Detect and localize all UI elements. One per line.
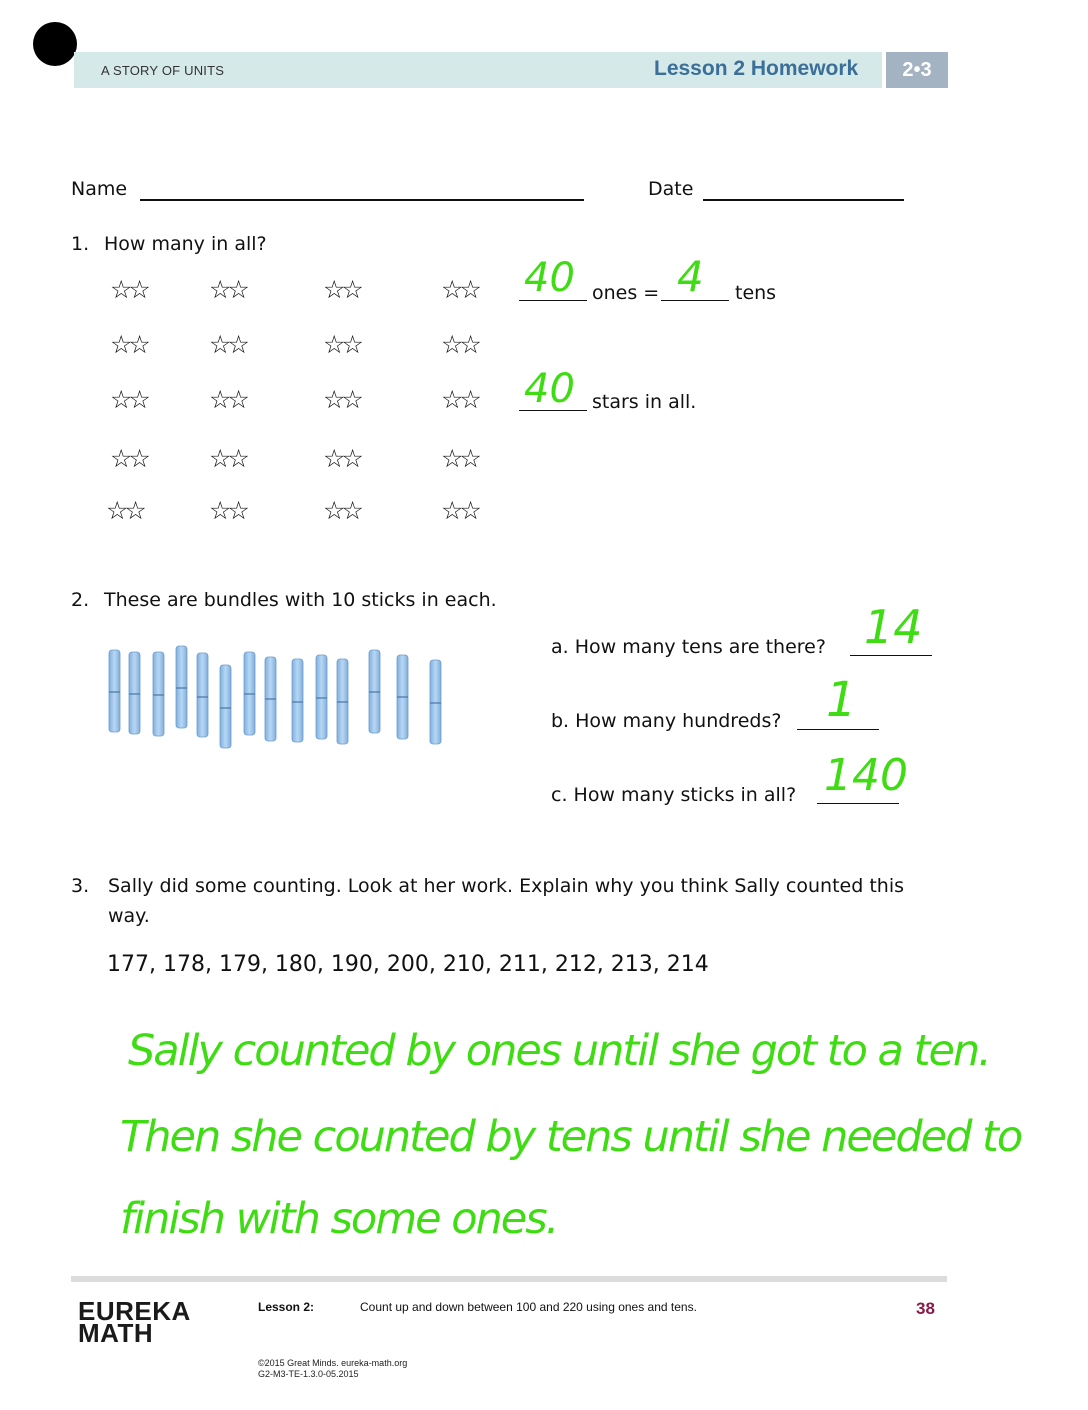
- copyright-line2: G2-M3-TE-1.3.0-05.2015: [258, 1369, 359, 1379]
- name-field[interactable]: [140, 199, 584, 201]
- star-pair: ☆☆: [110, 444, 147, 473]
- handwritten-tens-answer: 4: [677, 252, 704, 301]
- tens-label: tens: [735, 282, 777, 304]
- copyright: [258, 1358, 407, 1380]
- star-pair: ☆☆: [110, 385, 147, 414]
- q2-prompt: These are bundles with 10 sticks in each.: [104, 589, 497, 611]
- q2a-answer-blank[interactable]: [850, 655, 932, 656]
- stick-bundles-image: [100, 640, 460, 755]
- bundle: [220, 665, 231, 748]
- bundle: [430, 660, 441, 744]
- date-field[interactable]: [703, 199, 904, 201]
- star-pair: ☆☆: [110, 330, 147, 359]
- ones-label: ones =: [592, 282, 660, 304]
- page-number: 38: [916, 1299, 935, 1318]
- star-pair: ☆☆: [323, 385, 360, 414]
- bundle: [292, 659, 303, 742]
- q3-prompt-line1: Sally did some counting. Look at her work. Explain why you think Sally counted this: [108, 875, 904, 897]
- q2c-prompt: c. How many sticks in all?: [551, 784, 797, 806]
- bundle: [153, 652, 164, 736]
- bundle: [244, 652, 255, 735]
- q3-prompt-line2: way.: [108, 905, 150, 927]
- handwritten-q2c-answer: 140: [824, 750, 908, 801]
- bundle: [265, 657, 276, 741]
- star-pair: ☆☆: [323, 444, 360, 473]
- counting-sequence: 177, 178, 179, 180, 190, 200, 210, 211, 212, 213, 214: [107, 952, 709, 977]
- star-pair: ☆☆: [209, 444, 246, 473]
- star-pair: ☆☆: [441, 330, 478, 359]
- handwritten-total-stars: 40: [524, 366, 575, 412]
- bundle: [176, 646, 187, 728]
- series-title: A STORY OF UNITS: [101, 63, 225, 78]
- star-pair: ☆☆: [209, 275, 246, 304]
- bundle: [197, 653, 208, 737]
- star-pair: ☆☆: [106, 496, 143, 525]
- eureka-math-logo: [78, 1296, 191, 1348]
- handwritten-ones-answer: 40: [524, 255, 575, 301]
- q2b-answer-blank[interactable]: [797, 729, 879, 730]
- handwritten-explanation-line1: Sally counted by ones until she got to a ten.: [128, 1026, 990, 1076]
- star-pair: ☆☆: [323, 330, 360, 359]
- logo-line1: EUREKA: [78, 1296, 191, 1326]
- star-pair: ☆☆: [441, 496, 478, 525]
- star-pair: ☆☆: [441, 275, 478, 304]
- q2b-prompt: b. How many hundreds?: [551, 710, 782, 732]
- q2c-answer-blank[interactable]: [817, 803, 899, 804]
- star-pair: ☆☆: [323, 275, 360, 304]
- bundle: [316, 655, 327, 739]
- handwritten-explanation-line2: Then she counted by tens until she needed to: [120, 1112, 1022, 1162]
- handwritten-q2a-answer: 14: [864, 600, 923, 654]
- q1-number: 1.: [71, 233, 90, 255]
- bundle: [397, 655, 408, 739]
- bundle: [337, 659, 348, 744]
- lesson-title: Lesson 2 Homework: [654, 57, 859, 80]
- bundle: [129, 652, 140, 734]
- corner-dot: [33, 22, 77, 66]
- footer-lesson-description: Count up and down between 100 and 220 using ones and tens.: [360, 1300, 697, 1314]
- footer-lesson-label: Lesson 2:: [258, 1300, 315, 1314]
- date-label: Date: [648, 178, 694, 200]
- module-badge: 2•3: [886, 52, 948, 88]
- copyright-line1: ©2015 Great Minds. eureka-math.org: [258, 1358, 408, 1368]
- star-pair: ☆☆: [110, 275, 147, 304]
- star-pair: ☆☆: [441, 444, 478, 473]
- star-pair: ☆☆: [209, 496, 246, 525]
- logo-line2: MATH: [78, 1318, 154, 1348]
- name-label: Name: [71, 178, 128, 200]
- handwritten-explanation-line3: finish with some ones.: [120, 1194, 558, 1244]
- q2-number: 2.: [71, 589, 90, 611]
- q3-number: 3.: [71, 875, 90, 897]
- bundle: [369, 650, 380, 733]
- bundle: [109, 650, 120, 732]
- star-pair: ☆☆: [209, 385, 246, 414]
- handwritten-q2b-answer: 1: [826, 672, 857, 728]
- q2a-prompt: a. How many tens are there?: [551, 636, 826, 658]
- footer-rule: [71, 1276, 947, 1282]
- stars-in-all-label: stars in all.: [592, 391, 697, 413]
- star-pair: ☆☆: [323, 496, 360, 525]
- star-pair: ☆☆: [441, 385, 478, 414]
- star-pair: ☆☆: [209, 330, 246, 359]
- q1-prompt: How many in all?: [104, 233, 267, 255]
